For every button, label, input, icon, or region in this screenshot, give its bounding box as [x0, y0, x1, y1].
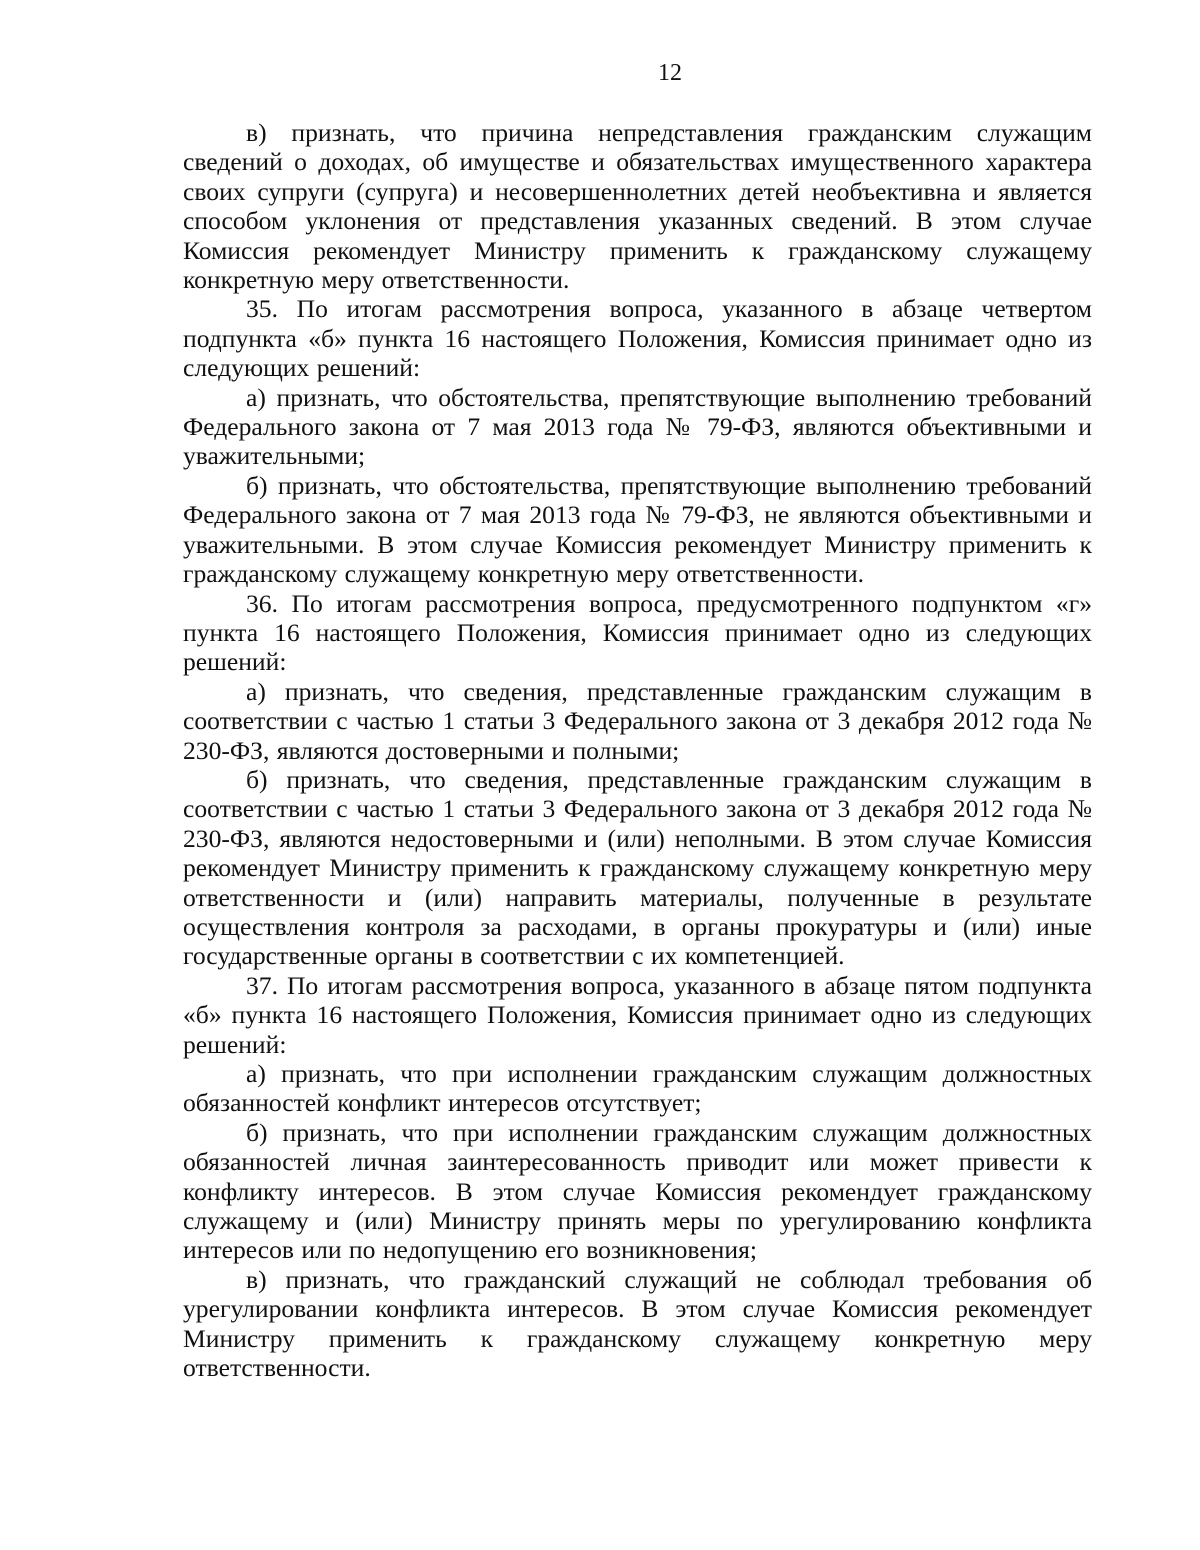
paragraph-37b: б) признать, что при исполнении гражданским служащим должностных обязанностей личная заинтересованность приводит или может привести к конфликту интересов. В этом случае Комиссия рекомендует гражданскому служащему и (или) Министру принять меры по урегулированию конфликта интересов или по недопущению его возникновения;: [183, 1117, 1092, 1265]
paragraph-35a: а) признать, что обстоятельства, препятствующие выполнению требований Федерального закона от 7 мая 2013 года № 79-ФЗ, являются объективными и уважительными;: [183, 382, 1092, 471]
paragraph-36: 36. По итогам рассмотрения вопроса, предусмотренного подпунктом «г» пункта 16 настоящего Положения, Комиссия принимает одно из следующих решений:: [183, 588, 1092, 677]
paragraph-37a: а) признать, что при исполнении гражданским служащим должностных обязанностей конфликт интересов отсутствует;: [183, 1059, 1092, 1118]
paragraph-35b: б) признать, что обстоятельства, препятствующие выполнению требований Федерального закона от 7 мая 2013 года № 79-ФЗ, не являются объективными и уважительными. В этом случае Комиссия рекомендует Министру применить к гражданскому служащему конкретную меру ответственности.: [183, 470, 1092, 589]
paragraph-37v: в) признать, что гражданский служащий не соблюдал требования об урегулировании конфликта интересов. В этом случае Комиссия рекомендует Министру применить к гражданскому служащему конкретную меру ответственности.: [183, 1264, 1092, 1383]
paragraph-36b: б) признать, что сведения, представленные гражданским служащим в соответствии с частью 1 статьи 3 Федерального закона от 3 декабря 2012 года № 230-ФЗ, являются недостоверными и (или) неполными. В этом случае Комиссия рекомендует Министру применить к гражданскому служащему конкретную меру ответственности и (или) направить материалы, полученные в результате осуществления контроля за расходами, в органы прокуратуры и (или) иные государственные органы в соответствии с их компетенцией.: [183, 764, 1092, 971]
page-number: 12: [658, 60, 682, 86]
paragraph-36a: а) признать, что сведения, представленные гражданским служащим в соответствии с частью 1 статьи 3 Федерального закона от 3 декабря 2012 года № 230-ФЗ, являются достоверными и полными;: [183, 676, 1092, 765]
paragraph-35: 35. По итогам рассмотрения вопроса, указанного в абзаце четвертом подпункта «б» пункта 16 настоящего Положения, Комиссия принимает одно из следующих решений:: [183, 294, 1092, 383]
paragraph-34v: в) признать, что причина непредставления гражданским служащим сведений о доходах, об имуществе и обязательствах имущественного характера своих супруги (супруга) и несовершеннолетних детей необъективна и является способом уклонения от представления указанных сведений. В этом случае Комиссия рекомендует Министру применить к гражданскому служащему конкретную меру ответственности.: [183, 118, 1092, 295]
document-body: [183, 118, 1092, 1382]
paragraph-37: 37. По итогам рассмотрения вопроса, указанного в абзаце пятом подпункта «б» пункта 16 настоящего Положения, Комиссия принимает одно из следующих решений:: [183, 970, 1092, 1059]
